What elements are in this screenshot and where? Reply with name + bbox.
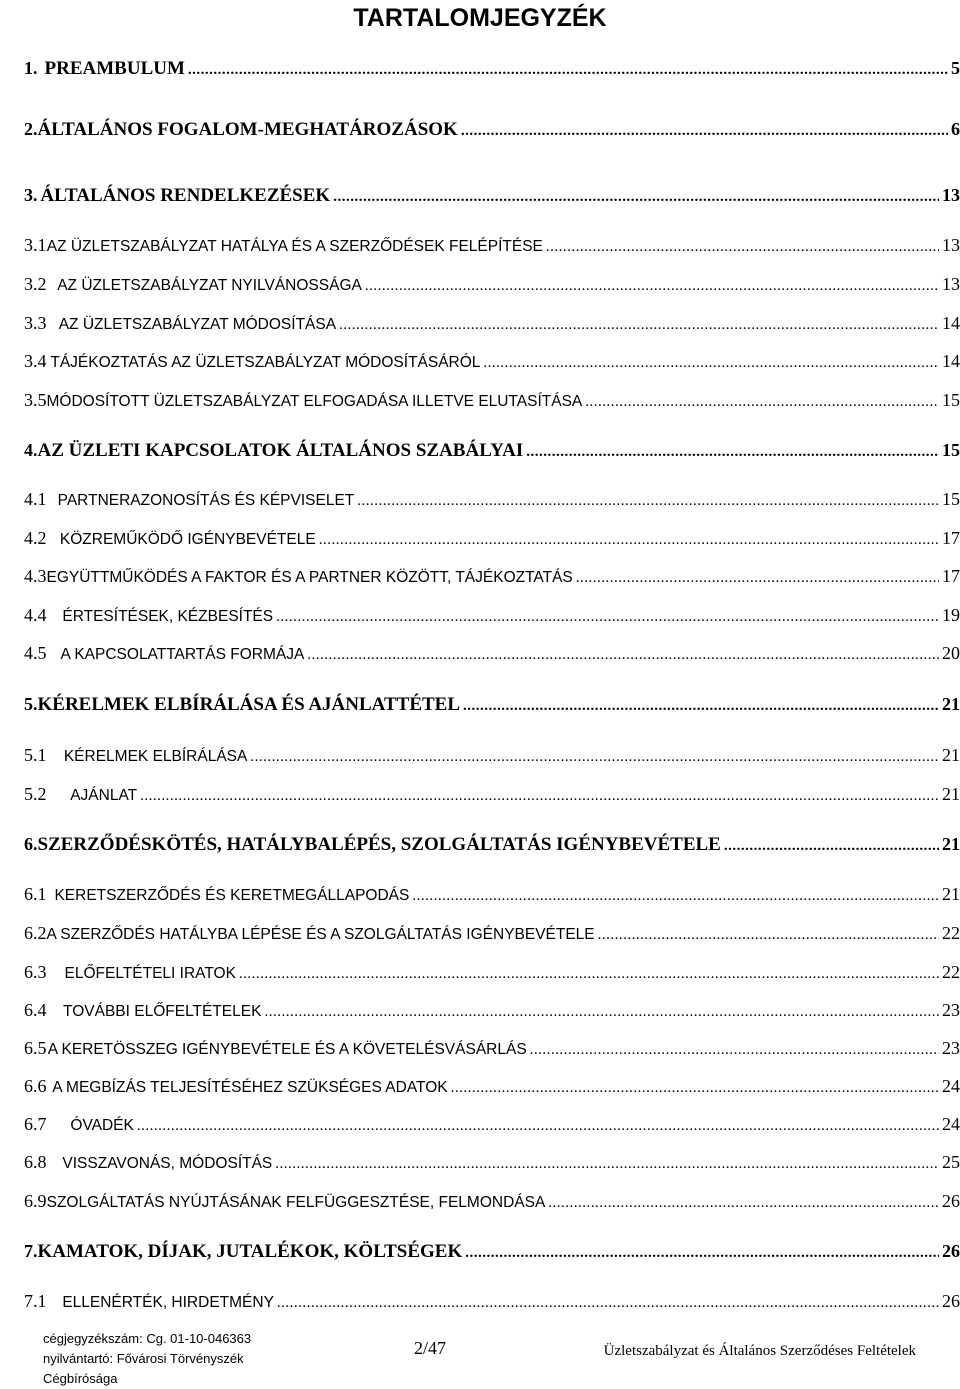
toc-entry[interactable] xyxy=(24,489,960,515)
toc-entry-page: 5 xyxy=(951,58,960,78)
toc-leader-dots xyxy=(307,647,939,664)
toc-leader-dots xyxy=(598,927,939,944)
toc-entry-number: 6.9 xyxy=(24,1191,47,1211)
toc-entry[interactable] xyxy=(24,643,960,669)
toc-entry-label: A SZERZŐDÉS HATÁLYBA LÉPÉSE ÉS A SZOLGÁLTATÁS IGÉNYBEVÉTELE xyxy=(46,926,595,943)
toc-entry-number: 6.4 xyxy=(24,1000,47,1020)
toc-leader-dots xyxy=(264,1004,939,1021)
toc-leader-dots xyxy=(319,532,939,549)
toc-entry-page: 20 xyxy=(942,643,960,663)
toc-entry[interactable] xyxy=(24,1152,960,1178)
toc-entry-label: A MEGBÍZÁS TELJESÍTÉSÉHEZ SZÜKSÉGES ADATOK xyxy=(52,1079,448,1096)
toc-entry[interactable] xyxy=(24,784,960,810)
toc-entry-page: 22 xyxy=(942,962,960,982)
toc-entry-number: 6.6 xyxy=(24,1076,47,1096)
toc-leader-dots xyxy=(483,355,939,372)
toc-entry-label: ÁLTALÁNOS RENDELKEZÉSEK xyxy=(40,185,331,206)
toc-entry-number: 5.1 xyxy=(24,745,47,765)
toc-entry-number: 4.2 xyxy=(24,528,47,548)
toc-entry[interactable] xyxy=(24,440,960,466)
footer-registry-line: nyilvántartó: Fővárosi Törvényszék xyxy=(43,1351,244,1366)
toc-entry-label: KERETSZERZŐDÉS ÉS KERETMEGÁLLAPODÁS xyxy=(54,887,410,904)
toc-entry-number: 4.1 xyxy=(24,489,47,509)
toc-entry[interactable] xyxy=(24,1000,960,1026)
toc-entry-page: 22 xyxy=(942,923,960,943)
toc-entry-number: 6.5 xyxy=(24,1038,47,1058)
toc-entry-number: 5. xyxy=(24,694,38,714)
footer-document-title: Üzletszabályzat és Általános Szerződéses Feltételek xyxy=(603,1343,916,1359)
toc-entry-page: 21 xyxy=(942,784,960,804)
toc-entry[interactable] xyxy=(24,834,960,860)
page-title: TARTALOMJEGYZÉK xyxy=(353,4,607,32)
toc-entry[interactable] xyxy=(24,605,960,631)
toc-entry-number: 7. xyxy=(24,1241,38,1261)
toc-entry-number: 3. xyxy=(24,185,38,205)
toc-entry[interactable] xyxy=(24,119,960,145)
toc-leader-dots xyxy=(585,394,939,411)
toc-entry[interactable] xyxy=(24,1076,960,1102)
toc-entry-page: 14 xyxy=(942,313,960,333)
toc-leader-dots xyxy=(339,317,939,334)
footer-registry xyxy=(43,1329,303,1389)
toc-entry-page: 13 xyxy=(942,274,960,294)
toc-entry-page: 15 xyxy=(942,390,960,410)
toc-entry-number: 3.1 xyxy=(24,235,47,255)
toc-entry-label: KÖZREMŰKÖDŐ IGÉNYBEVÉTELE xyxy=(59,531,316,548)
footer-page-number: 2/47 xyxy=(413,1338,446,1358)
toc-entry-label: AZ ÜZLETI KAPCSOLATOK ÁLTALÁNOS SZABÁLYAI xyxy=(37,440,524,461)
toc-entry-label: ÁLTALÁNOS FOGALOM-MEGHATÁROZÁSOK xyxy=(37,119,458,140)
toc-entry-page: 26 xyxy=(942,1241,960,1261)
toc-entry-page: 15 xyxy=(942,440,960,460)
toc-entry-label: VISSZAVONÁS, MÓDOSÍTÁS xyxy=(62,1155,273,1172)
toc-entry-label: AZ ÜZLETSZABÁLYZAT NYILVÁNOSSÁGA xyxy=(57,277,362,294)
toc-entry-page: 19 xyxy=(942,605,960,625)
toc-entry-label: KAMATOK, DÍJAK, JUTALÉKOK, KÖLTSÉGEK xyxy=(37,1241,463,1262)
toc-entry-number: 5.2 xyxy=(24,784,47,804)
toc-entry-page: 21 xyxy=(942,694,960,714)
toc-entry-label: SZERZŐDÉSKÖTÉS, HATÁLYBALÉPÉS, SZOLGÁLTATÁS IGÉNYBEVÉTELE xyxy=(37,834,721,855)
toc-entry-page: 25 xyxy=(942,1152,960,1172)
toc-leader-dots xyxy=(333,189,939,206)
toc-entry[interactable] xyxy=(24,313,960,339)
toc-entry[interactable] xyxy=(24,235,960,261)
toc-entry-label: A KERETÖSSZEG IGÉNYBEVÉTELE ÉS A KÖVETELÉSVÁSÁRLÁS xyxy=(47,1041,527,1058)
toc-leader-dots xyxy=(546,239,939,256)
toc-entry[interactable] xyxy=(24,528,960,554)
toc-entry[interactable] xyxy=(24,694,960,720)
toc-leader-dots xyxy=(576,570,939,587)
toc-entry-page: 15 xyxy=(942,489,960,509)
toc-leader-dots xyxy=(548,1195,939,1212)
toc-entry[interactable] xyxy=(24,884,960,910)
toc-entry-label: ELLENÉRTÉK, HIRDETMÉNY xyxy=(62,1294,274,1311)
toc-entry-label: TÁJÉKOZTATÁS AZ ÜZLETSZABÁLYZAT MÓDOSÍTÁSÁRÓL xyxy=(50,354,481,371)
toc-leader-dots xyxy=(140,788,939,805)
toc-entry[interactable] xyxy=(24,390,960,416)
toc-entry-label: KÉRELMEK ELBÍRÁLÁSA ÉS AJÁNLATTÉTEL xyxy=(37,694,461,715)
toc-leader-dots xyxy=(530,1042,939,1059)
toc-entry-label: AZ ÜZLETSZABÁLYZAT MÓDOSÍTÁSA xyxy=(58,316,337,333)
toc-leader-dots xyxy=(412,888,939,905)
toc-leader-dots xyxy=(365,278,939,295)
toc-entry-number: 1. xyxy=(24,58,38,78)
footer-registry-line: cégjegyzékszám: Cg. 01-10-046363 xyxy=(43,1331,252,1346)
toc-entry[interactable] xyxy=(24,923,960,949)
toc-leader-dots xyxy=(463,698,939,715)
toc-entry-page: 21 xyxy=(942,884,960,904)
toc-entry-page: 17 xyxy=(942,566,960,586)
toc-entry-number: 6. xyxy=(24,834,38,854)
toc-entry-label: PARTNERAZONOSÍTÁS ÉS KÉPVISELET xyxy=(57,492,355,509)
toc-entry-number: 2. xyxy=(24,119,38,139)
toc-entry[interactable] xyxy=(24,566,960,592)
toc-leader-dots xyxy=(465,1245,939,1262)
toc-entry[interactable] xyxy=(24,274,960,300)
toc-entry-page: 21 xyxy=(942,745,960,765)
toc-entry[interactable] xyxy=(24,745,960,771)
toc-entry-number: 4.3 xyxy=(24,566,47,586)
toc-entry-label: A KAPCSOLATTARTÁS FORMÁJA xyxy=(60,646,305,663)
toc-entry-number: 6.8 xyxy=(24,1152,47,1172)
toc-entry-number: 7.1 xyxy=(24,1291,47,1311)
toc-entry-label: AZ ÜZLETSZABÁLYZAT HATÁLYA ÉS A SZERZŐDÉSEK FELÉPÍTÉSE xyxy=(46,238,543,255)
toc-entry-page: 21 xyxy=(942,834,960,854)
toc-entry-label: TOVÁBBI ELŐFELTÉTELEK xyxy=(63,1003,262,1020)
toc-entry-number: 3.3 xyxy=(24,313,47,333)
toc-entry[interactable] xyxy=(24,351,960,377)
toc-entry-number: 6.3 xyxy=(24,962,47,982)
toc-leader-dots xyxy=(250,749,939,766)
toc-entry-page: 13 xyxy=(942,185,960,205)
footer-registry-line: Cégbírósága xyxy=(43,1371,118,1386)
toc-leader-dots xyxy=(451,1080,939,1097)
toc-entry-number: 3.2 xyxy=(24,274,47,294)
toc-entry-label: ELŐFELTÉTELI IRATOK xyxy=(64,965,236,982)
toc-entry-label: EGYÜTTMŰKÖDÉS A FAKTOR ÉS A PARTNER KÖZÖTT, TÁJÉKOZTATÁS xyxy=(46,569,573,586)
toc-entry-page: 14 xyxy=(942,351,960,371)
toc-leader-dots xyxy=(461,123,948,140)
toc-entry[interactable] xyxy=(24,1038,960,1064)
toc-entry-number: 6.2 xyxy=(24,923,47,943)
toc-leader-dots xyxy=(275,1156,939,1173)
toc-leader-dots xyxy=(188,62,948,79)
toc-leader-dots xyxy=(526,444,939,461)
toc-entry-number: 6.1 xyxy=(24,884,47,904)
toc-entry[interactable] xyxy=(24,185,960,211)
toc-entry-label: ÓVADÉK xyxy=(70,1117,134,1134)
toc-leader-dots xyxy=(277,1295,939,1312)
toc-entry-page: 26 xyxy=(942,1191,960,1211)
toc-entry-label: MÓDOSÍTOTT ÜZLETSZABÁLYZAT ELFOGADÁSA ILLETVE ELUTASÍTÁSA xyxy=(46,393,583,410)
toc-entry[interactable] xyxy=(24,58,960,84)
toc-entry-label: AJÁNLAT xyxy=(70,787,138,804)
toc-entry-page: 6 xyxy=(951,119,960,139)
toc-entry-page: 17 xyxy=(942,528,960,548)
toc-entry[interactable] xyxy=(24,1291,960,1317)
toc-entry-number: 3.4 xyxy=(24,351,47,371)
toc-leader-dots xyxy=(137,1118,939,1135)
toc-entry-page: 24 xyxy=(942,1076,960,1096)
toc-entry-label: KÉRELMEK ELBÍRÁLÁSA xyxy=(63,748,248,765)
toc-entry-page: 23 xyxy=(942,1038,960,1058)
toc-entry-number: 4. xyxy=(24,440,38,460)
toc-entry-number: 4.4 xyxy=(24,605,47,625)
toc-entry-label: ÉRTESÍTÉSEK, KÉZBESÍTÉS xyxy=(62,608,274,625)
toc-entry-number: 4.5 xyxy=(24,643,47,663)
toc-entry-page: 24 xyxy=(942,1114,960,1134)
toc-entry-page: 23 xyxy=(942,1000,960,1020)
toc-entry-number: 6.7 xyxy=(24,1114,47,1134)
toc-leader-dots xyxy=(724,838,939,855)
toc-entry-label: SZOLGÁLTATÁS NYÚJTÁSÁNAK FELFÜGGESZTÉSE, FELMONDÁSA xyxy=(46,1194,546,1211)
toc-entry[interactable] xyxy=(24,1241,960,1267)
toc-entry[interactable] xyxy=(24,1114,960,1140)
toc-leader-dots xyxy=(276,609,939,626)
toc-entry-page: 26 xyxy=(942,1291,960,1311)
toc-leader-dots xyxy=(239,966,939,983)
toc-entry[interactable] xyxy=(24,1191,960,1217)
toc-leader-dots xyxy=(357,493,939,510)
toc-entry-number: 3.5 xyxy=(24,390,47,410)
toc-entry-label: PREAMBULUM xyxy=(44,58,185,79)
toc-entry[interactable] xyxy=(24,962,960,988)
toc-entry-page: 13 xyxy=(942,235,960,255)
